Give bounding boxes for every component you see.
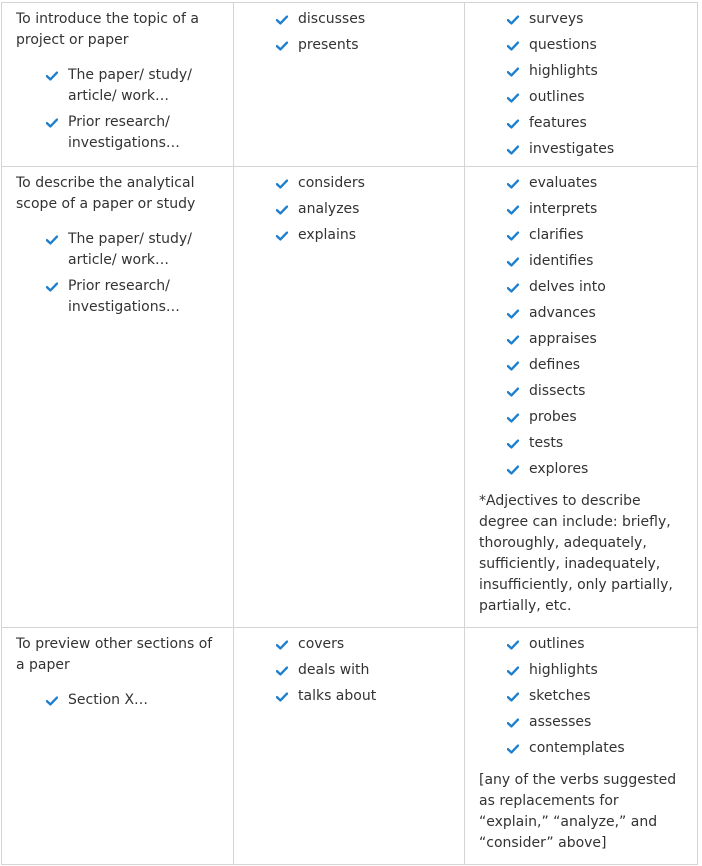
checkmark-icon [507,407,529,428]
checkmark-icon [507,87,529,108]
precise-verb-item-text: sketches [529,688,591,704]
checkmark-icon [507,173,529,194]
precise-verb-item [507,738,697,764]
neutral-verb-item-text: explains [298,227,357,243]
checkmark-icon [46,276,68,297]
subject-item-list [16,229,233,318]
checkmark-icon [507,459,529,480]
neutral-verb-item-text: discusses [298,11,366,27]
note-text: *Adjectives to describe degree can include: briefly, thoroughly, adequately, sufficiently, inadequately, insufficiently, only partially, partially, etc. [479,493,673,614]
precise-verb-item [507,199,697,225]
precise-verb-item [507,686,697,712]
neutral-verbs-cell [234,628,465,865]
checkmark-icon [276,225,298,246]
note-text: [any of the verbs suggested as replacements for “explain,” “analyze,” and “consider” above] [479,772,677,851]
precise-verb-item [507,225,697,251]
checkmark-icon [276,686,298,707]
precise-verb-item [507,459,697,485]
neutral-verb-item-text: analyzes [298,201,360,217]
precise-verb-item-list [507,634,697,764]
precise-verb-item-text: dissects [529,383,586,399]
precise-verb-item [507,173,697,199]
precise-verb-item-text: features [529,115,587,131]
purpose-cell [2,3,234,167]
checkmark-icon [507,303,529,324]
precise-verb-item-text: assesses [529,714,592,730]
precise-verb-item-text: questions [529,37,597,53]
checkmark-icon [276,9,298,30]
precise-verb-item-text: outlines [529,636,585,652]
purpose-cell [2,167,234,628]
precise-verb-item-text: explores [529,461,589,477]
checkmark-icon [507,329,529,350]
table-row [2,628,698,865]
purpose-text: To describe the analytical scope of a paper or study [16,175,196,212]
precise-verb-item [507,87,697,113]
precise-verb-item [507,634,697,660]
subject-item-text: The paper/ study/ article/ work… [68,67,192,104]
precise-verbs-cell [465,3,698,167]
neutral-verb-item-text: talks about [298,688,377,704]
checkmark-icon [46,690,68,711]
precise-verb-item [507,381,697,407]
precise-verb-item-list [507,173,697,485]
precise-verb-item [507,113,697,139]
subject-item [46,690,233,716]
precise-verb-item-text: defines [529,357,581,373]
checkmark-icon [507,113,529,134]
checkmark-icon [46,112,68,133]
subject-item [46,65,233,107]
neutral-verb-item [276,686,464,712]
precise-verb-item [507,329,697,355]
precise-verb-item [507,9,697,35]
checkmark-icon [46,65,68,86]
precise-verb-item [507,277,697,303]
table-row [2,3,698,167]
neutral-verbs-cell [234,3,465,167]
checkmark-icon [507,277,529,298]
checkmark-icon [507,35,529,56]
checkmark-icon [276,199,298,220]
subject-item-text: Prior research/ investigations… [68,114,180,151]
neutral-verb-item [276,660,464,686]
precise-verb-item-text: clarifies [529,227,584,243]
precise-verb-item-text: evaluates [529,175,598,191]
precise-verb-item-text: surveys [529,11,584,27]
precise-verb-item [507,35,697,61]
checkmark-icon [507,433,529,454]
checkmark-icon [507,139,529,160]
checkmark-icon [276,173,298,194]
precise-verb-item-text: probes [529,409,577,425]
checkmark-icon [276,660,298,681]
neutral-verb-item-text: covers [298,636,345,652]
precise-verb-item [507,660,697,686]
precise-verb-item-text: highlights [529,662,598,678]
checkmark-icon [507,355,529,376]
precise-verb-item-text: appraises [529,331,597,347]
precise-verb-item-text: interprets [529,201,598,217]
purpose-text: To preview other sections of a paper [16,636,213,673]
checkmark-icon [276,634,298,655]
neutral-verb-item-list [276,634,464,712]
checkmark-icon [507,381,529,402]
precise-verb-item-text: tests [529,435,564,451]
checkmark-icon [507,61,529,82]
checkmark-icon [507,712,529,733]
purpose-cell [2,628,234,865]
verb-guide-table [1,2,698,865]
checkmark-icon [507,9,529,30]
subject-item-text: Prior research/ investigations… [68,278,180,315]
subject-item [46,229,233,271]
checkmark-icon [507,199,529,220]
precise-verb-item-text: highlights [529,63,598,79]
precise-verb-item [507,712,697,738]
neutral-verb-item-list [276,9,464,61]
neutral-verb-item [276,173,464,199]
purpose-text: To introduce the topic of a project or paper [16,11,199,48]
neutral-verb-item [276,634,464,660]
subject-item-text: Section X… [68,692,149,708]
precise-verbs-cell [465,167,698,628]
precise-verbs-cell [465,628,698,865]
neutral-verb-item [276,9,464,35]
subject-item [46,112,233,154]
checkmark-icon [46,229,68,250]
precise-verb-item [507,139,697,165]
precise-verb-item [507,355,697,381]
checkmark-icon [507,660,529,681]
neutral-verb-item-text: deals with [298,662,370,678]
neutral-verb-item-text: presents [298,37,359,53]
subject-item-list [16,65,233,154]
precise-verb-item [507,61,697,87]
subject-item [46,276,233,318]
checkmark-icon [507,225,529,246]
precise-verb-item [507,303,697,329]
neutral-verb-item [276,35,464,61]
precise-verb-item [507,407,697,433]
checkmark-icon [276,35,298,56]
neutral-verb-item [276,225,464,251]
precise-verb-item-list [507,9,697,165]
checkmark-icon [507,251,529,272]
precise-verb-item [507,433,697,459]
neutral-verb-item [276,199,464,225]
precise-verb-item [507,251,697,277]
neutral-verb-item-text: considers [298,175,365,191]
subject-item-list [16,690,233,716]
checkmark-icon [507,738,529,759]
precise-verb-item-text: contemplates [529,740,625,756]
subject-item-text: The paper/ study/ article/ work… [68,231,192,268]
precise-verb-item-text: outlines [529,89,585,105]
precise-verb-item-text: investigates [529,141,615,157]
checkmark-icon [507,634,529,655]
neutral-verb-item-list [276,173,464,251]
table-row [2,167,698,628]
precise-verb-item-text: delves into [529,279,606,295]
precise-verb-item-text: advances [529,305,596,321]
checkmark-icon [507,686,529,707]
precise-verb-item-text: identifies [529,253,594,269]
neutral-verbs-cell [234,167,465,628]
